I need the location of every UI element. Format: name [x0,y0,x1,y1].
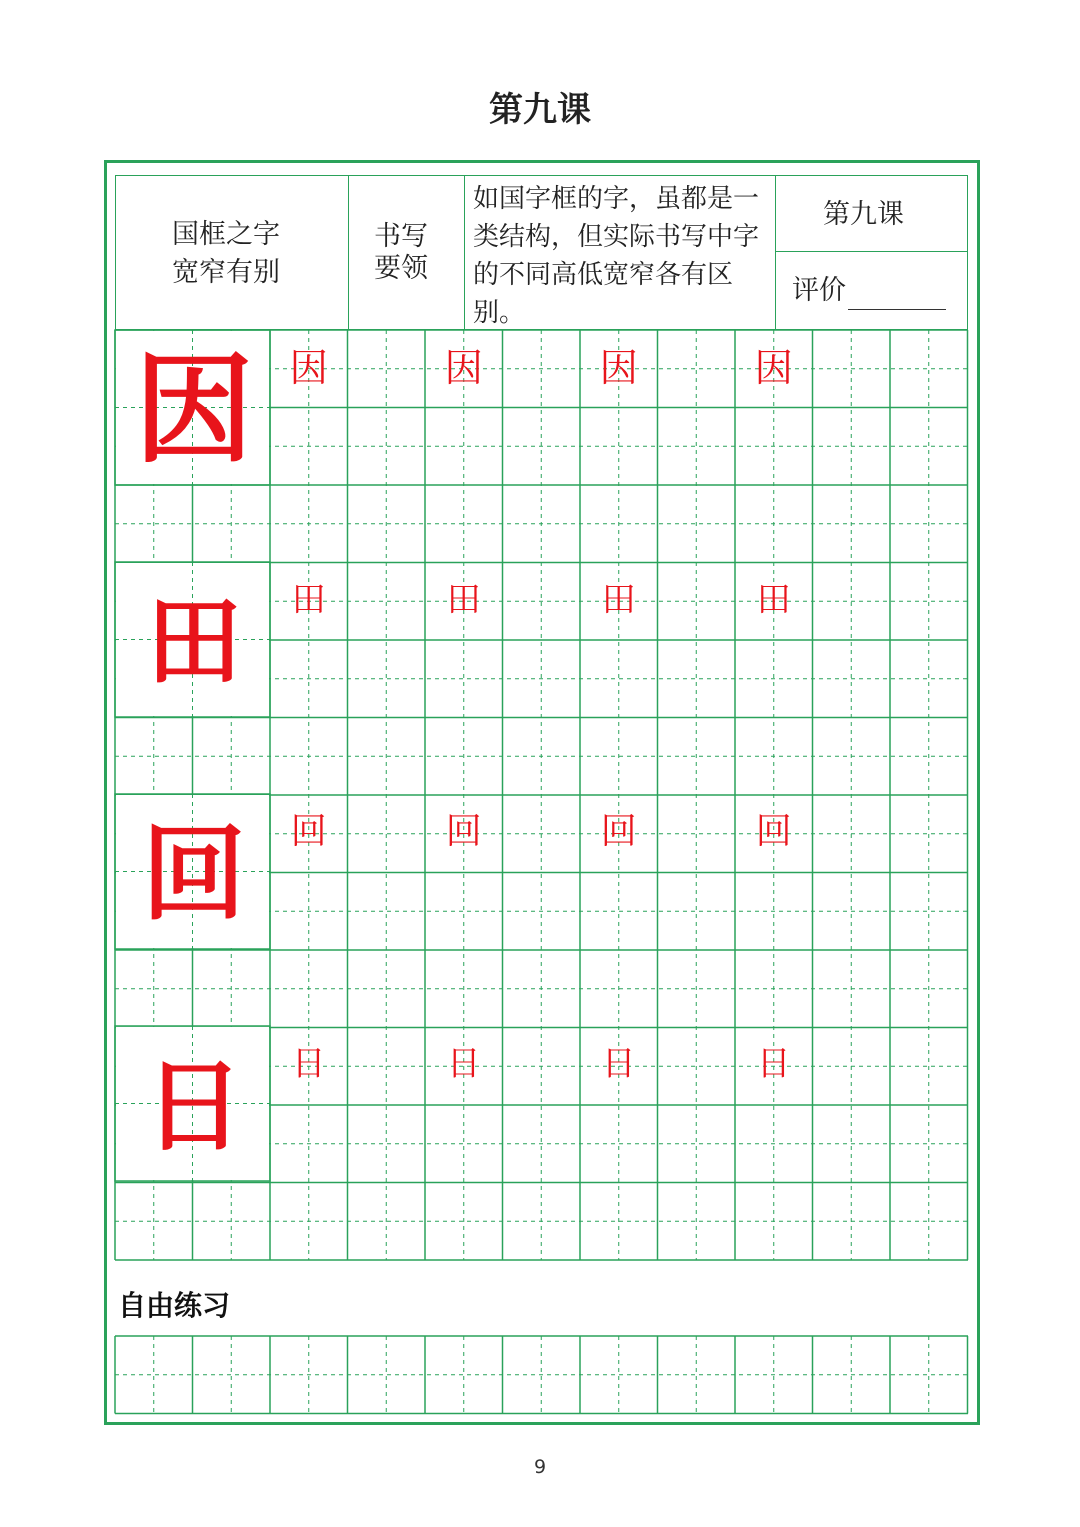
model-character-large: 田 [146,585,242,698]
lesson-label: 第九课 [823,199,904,230]
writing-tip-line: 类结构，但实际书写中字 [473,222,760,252]
trace-character: 田 [756,580,791,620]
trace-character: 回 [755,811,792,852]
model-character-large: 因 [134,340,253,479]
trace-character: 回 [445,811,482,852]
trace-character: 因 [754,346,793,390]
topic-line-1: 国框之字 [172,219,280,250]
writing-tip-line: 的不同高低宽窄各有区 [473,260,734,290]
trace-character: 日 [446,1044,481,1084]
free-practice-label: 自由练习 [118,1289,231,1322]
trace-character: 日 [601,1044,636,1084]
topic-line-2: 宽窄有别 [172,257,280,288]
model-character-large: 日 [144,1047,244,1165]
trace-character: 田 [601,580,636,620]
trace-character: 因 [289,346,328,390]
trace-character: 回 [290,811,327,852]
trace-character: 因 [599,346,638,390]
writing-tip-line: 别。 [473,298,526,328]
key-points-label-1: 书写 [374,221,428,252]
model-character-large: 回 [141,812,246,935]
key-points-label-2: 要领 [374,253,428,284]
trace-character: 回 [600,811,637,852]
trace-character: 田 [291,580,326,620]
evaluation-label: 评价 [792,275,846,306]
trace-character: 日 [756,1044,791,1084]
trace-character: 因 [444,346,483,390]
trace-character: 日 [291,1044,326,1084]
writing-tip-line: 如国字框的字，虽都是一 [473,184,760,214]
page-title: 第九课 [489,90,591,130]
page-number: 9 [533,1456,547,1478]
trace-character: 田 [446,580,481,620]
